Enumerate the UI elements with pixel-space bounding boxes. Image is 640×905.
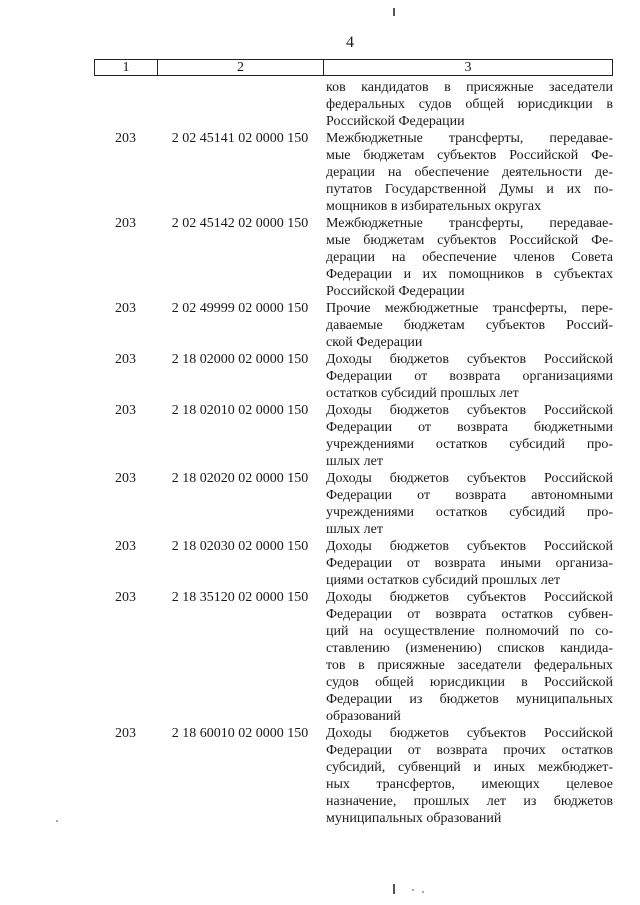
description-line: шлых лет: [326, 522, 383, 537]
description-line: Доходы бюджетов субъектов Российской: [326, 471, 613, 486]
description-line: даваемые бюджетам субъектов Россий-: [326, 318, 613, 333]
admin-code-cell: 203: [115, 131, 136, 146]
admin-code-cell: 203: [115, 726, 136, 741]
description-line: дерации на обеспечение деятельности де-: [326, 165, 613, 180]
budget-code-cell: 2 18 02010 02 0000 150: [171, 403, 309, 418]
scan-dot: [412, 889, 414, 891]
description-line: Федерации от возврата организациями: [326, 369, 613, 384]
description-line: путатов Государственной Думы и их по-: [326, 182, 613, 197]
description-line: учреждениями остатков субсидий про-: [326, 505, 613, 520]
description-line: назначение, прошлых лет из бюджетов: [326, 794, 613, 809]
description-line: Доходы бюджетов субъектов Российской: [326, 403, 613, 418]
description-cell: [323, 300, 613, 351]
budget-code-cell: 2 02 45141 02 0000 150: [171, 131, 309, 146]
budget-code-cell: 2 02 49999 02 0000 150: [171, 301, 309, 316]
table-row: [94, 538, 613, 589]
admin-code-cell: 203: [115, 301, 136, 316]
description-cell: [323, 725, 613, 827]
header-col-2: 2: [158, 60, 324, 75]
table-row: [94, 130, 613, 215]
description-line: судов общей юрисдикции в Российской: [326, 675, 613, 690]
description-line: Федерации от возврата иными организа-: [326, 556, 613, 571]
table-row: [94, 215, 613, 300]
description-cell: [323, 351, 613, 402]
budget-code-cell: 2 18 35120 02 0000 150: [171, 590, 309, 605]
table-row: [94, 589, 613, 725]
description-line: образований: [326, 709, 401, 724]
page-number: 4: [346, 34, 354, 51]
description-line: Федерации от возврата остатков субвен-: [326, 607, 613, 622]
admin-code-cell: 203: [115, 216, 136, 231]
description-line: Межбюджетные трансферты, передавае-: [326, 216, 613, 231]
description-cell: [323, 130, 613, 215]
table-row: [94, 402, 613, 470]
description-line: субсидий, субвенций и иных межбюджет-: [326, 760, 613, 775]
description-line: муниципальных образований: [326, 811, 502, 826]
description-line: Доходы бюджетов субъектов Российской: [326, 352, 613, 367]
admin-code-cell: 203: [115, 471, 136, 486]
header-col-1: 1: [95, 60, 158, 75]
description-line: Федерации от возврата бюджетными: [326, 420, 613, 435]
description-line: Федерации из бюджетов муниципальных: [326, 692, 613, 707]
admin-code-cell: 203: [115, 539, 136, 554]
table-row: [94, 470, 613, 538]
description-line: ций на осуществление полномочий по со-: [326, 624, 613, 639]
table-row: [94, 725, 613, 827]
scan-dot: [422, 891, 424, 893]
budget-code-cell: 2 18 02030 02 0000 150: [171, 539, 309, 554]
scan-mark-bottom: [393, 884, 395, 894]
description-line: мощников в избирательных округах: [326, 199, 542, 214]
budget-code-cell: 2 02 45142 02 0000 150: [171, 216, 309, 231]
admin-code-cell: 203: [115, 403, 136, 418]
description-line: тов в присяжные заседатели федеральных: [326, 658, 613, 673]
description-cell: [323, 79, 613, 130]
description-cell: [323, 538, 613, 589]
admin-code-cell: 203: [115, 590, 136, 605]
description-line: циями остатков субсидий прошлых лет: [326, 573, 561, 588]
description-line: ской Федерации: [326, 335, 423, 350]
description-line: мые бюджетам субъектов Российской Фе-: [326, 233, 613, 248]
description-line: ставлению (изменению) списков кандида-: [326, 641, 613, 656]
description-line: шлых лет: [326, 454, 383, 469]
description-line: Доходы бюджетов субъектов Российской: [326, 539, 613, 554]
budget-code-cell: [157, 79, 323, 130]
table-body: [94, 79, 613, 827]
description-line: Прочие межбюджетные трансферты, пере-: [326, 301, 613, 316]
admin-code-cell: 203: [115, 352, 136, 367]
budget-code-cell: 2 18 02000 02 0000 150: [171, 352, 309, 367]
description-cell: [323, 402, 613, 470]
budget-code-cell: 2 18 60010 02 0000 150: [171, 726, 309, 741]
scan-mark-top: [393, 8, 395, 16]
description-line: Доходы бюджетов субъектов Российской: [326, 590, 613, 605]
description-line: ков кандидатов в присяжные заседатели: [326, 80, 613, 95]
description-line: Российской Федерации: [326, 114, 465, 129]
description-line: мые бюджетам субъектов Российской Фе-: [326, 148, 613, 163]
description-line: дерации на обеспечение членов Совета: [326, 250, 613, 265]
description-line: Межбюджетные трансферты, передавае-: [326, 131, 613, 146]
budget-code-cell: 2 18 02020 02 0000 150: [171, 471, 309, 486]
table-row: [94, 79, 613, 130]
description-line: Федерации от возврата автономными: [326, 488, 613, 503]
description-line: ных трансфертов, имеющих целевое: [326, 777, 613, 792]
description-line: учреждениями остатков субсидий про-: [326, 437, 613, 452]
description-line: Доходы бюджетов субъектов Российской: [326, 726, 613, 741]
table-header: [94, 59, 613, 76]
table-row: [94, 351, 613, 402]
table-row: [94, 300, 613, 351]
description-line: Федерации и их помощников в субъектах: [326, 267, 613, 282]
description-line: остатков субсидий прошлых лет: [326, 386, 519, 401]
description-line: федеральных судов общей юрисдикции в: [326, 97, 613, 112]
description-cell: [323, 589, 613, 725]
description-cell: [323, 470, 613, 538]
scan-dot: [56, 820, 58, 822]
description-line: Федерации от возврата прочих остатков: [326, 743, 613, 758]
header-col-3: 3: [464, 60, 472, 75]
admin-code-cell: [94, 79, 157, 130]
description-line: Российской Федерации: [326, 284, 465, 299]
description-cell: [323, 215, 613, 300]
